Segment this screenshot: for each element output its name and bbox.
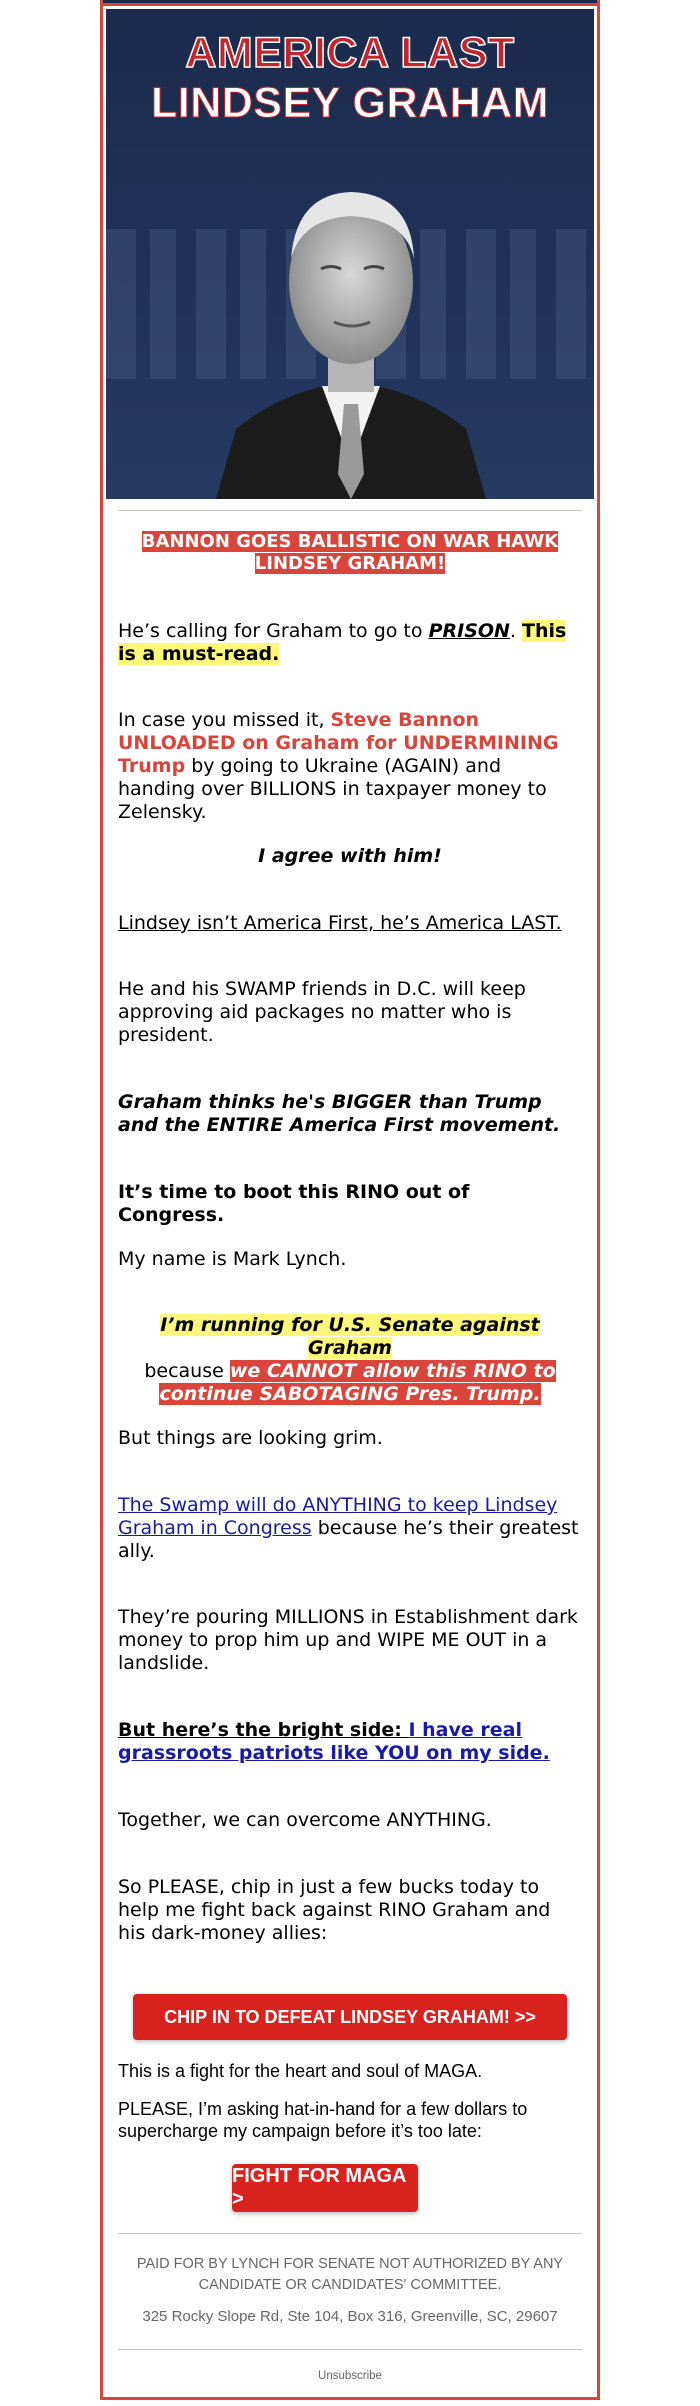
top-accent-bar	[103, 0, 597, 6]
paragraph-bannon	[118, 709, 582, 824]
p2-text: In case you missed it,	[118, 709, 331, 731]
america-last-text: Lindsey isn’t America First, he’s America LAST.	[118, 912, 562, 934]
mailing-address: 325 Rocky Slope Rd, Ste 104, Box 316, Greenville, SC, 29607	[142, 2308, 558, 2325]
fight-heart-soul-line: This is a fight for the heart and soul of MAGA.	[118, 2061, 483, 2081]
bright-side-text: But here’s the bright side:	[118, 1719, 409, 1741]
must-read-highlight: This is a must-read.	[118, 620, 567, 665]
p11-rest: because he’s their greatest ally.	[118, 1517, 579, 1562]
hat-in-hand-paragraph: PLEASE, I’m asking hat-in-hand for a few dollars to supercharge my campaign before it’s too late:	[118, 2099, 528, 2141]
grassroots-link[interactable]: I have real grassroots patriots like YOU on my side.	[118, 1719, 550, 1764]
email-frame	[100, 0, 600, 2400]
running-for-senate-paragraph	[118, 1314, 582, 1406]
agree-line: I agree with him!	[258, 845, 442, 867]
divider	[118, 510, 582, 511]
bigger-than-trump-paragraph: Graham thinks he's BIGGER than Trump and the ENTIRE America First movement.	[118, 1091, 561, 1136]
headline-line1: BANNON GOES BALLISTIC ON WAR HAWK	[141, 531, 559, 552]
swamp-anything-paragraph	[118, 1494, 582, 1563]
chip-in-button[interactable]: CHIP IN TO DEFEAT LINDSEY GRAHAM! >>	[133, 1994, 567, 2040]
hero-banner	[106, 9, 594, 499]
running-highlight: I’m running for U.S. Senate against Graham	[160, 1314, 540, 1359]
boot-rino-line: It’s time to boot this RINO out of Congress.	[118, 1181, 470, 1226]
chip-in-paragraph: So PLEASE, chip in just a few bucks today to help me fight back against RINO Graham and his dark-money allies:	[118, 1876, 551, 1944]
sabotage-highlight: we CANNOT allow this RINO to continue SABOTAGING Pres. Trump.	[159, 1360, 556, 1405]
headline-line2: LINDSEY GRAHAM!	[254, 553, 446, 574]
paragraph-prison	[118, 620, 582, 666]
headline	[118, 531, 582, 575]
hero-title-line2: LINDSEY GRAHAM	[150, 79, 549, 127]
america-last-line	[118, 912, 582, 935]
bannon-highlight: Steve Bannon UNLOADED on Graham for UNDERMINING Trump	[118, 709, 559, 777]
p1-period: .	[509, 620, 523, 642]
p2-text-end: by going to Ukraine (AGAIN) and handing over BILLIONS in taxpayer money to Zelensky.	[118, 755, 547, 823]
footer-divider-2	[118, 2349, 582, 2350]
footer-divider	[118, 2233, 582, 2234]
candidate-portrait	[216, 164, 486, 499]
bright-side-paragraph	[118, 1719, 582, 1765]
dark-money-paragraph: They’re pouring MILLIONS in Establishment dark money to prop him up and WIPE ME OUT in a landslide.	[118, 1606, 578, 1674]
name-line: My name is Mark Lynch.	[118, 1248, 347, 1270]
hero-title-line1: AMERICA LAST	[185, 29, 515, 77]
p1-text: He’s calling for Graham to go to	[118, 620, 429, 642]
prison-word: PRISON	[428, 620, 510, 642]
swamp-link[interactable]: The Swamp will do ANYTHING to keep Lindsey Graham in Congress	[118, 1494, 558, 1539]
because-text: because	[144, 1360, 230, 1382]
swamp-friends-paragraph: He and his SWAMP friends in D.C. will keep approving aid packages no matter who is president.	[118, 978, 526, 1046]
overcome-line: Together, we can overcome ANYTHING.	[118, 1809, 492, 1831]
fight-for-maga-button[interactable]: FIGHT FOR MAGA >	[232, 2164, 418, 2212]
paid-for-disclaimer: PAID FOR BY LYNCH FOR SENATE NOT AUTHORIZED BY ANY CANDIDATE OR CANDIDATES' COMMITTEE.	[136, 2256, 564, 2293]
grim-line: But things are looking grim.	[118, 1427, 383, 1449]
unsubscribe-link[interactable]: Unsubscribe	[318, 2370, 382, 2382]
